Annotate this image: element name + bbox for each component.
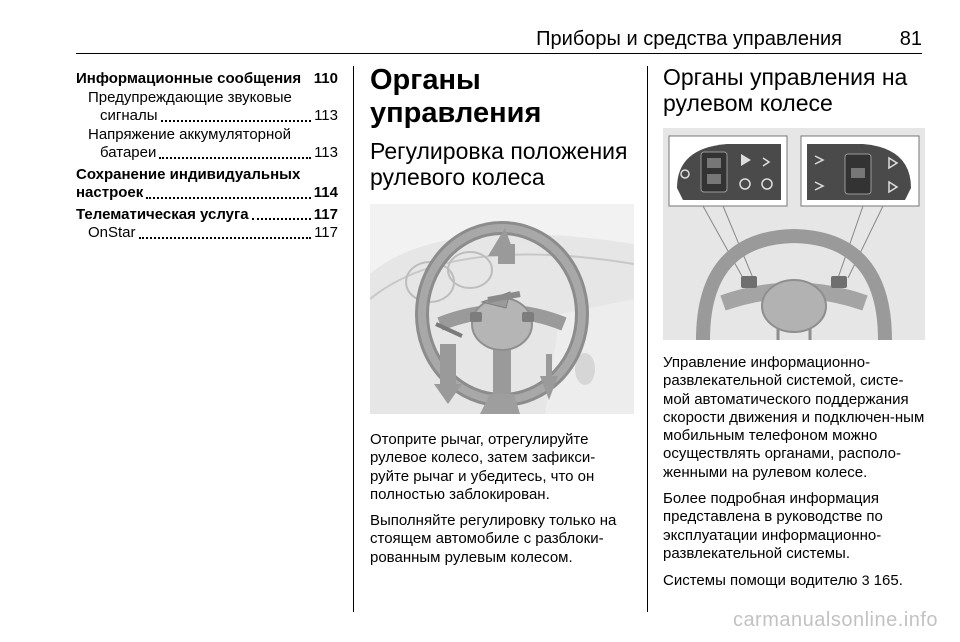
steering-buttons-illustration bbox=[663, 128, 925, 340]
subsection-title-line: рулевого колеса bbox=[370, 164, 545, 190]
toc-entry[interactable] bbox=[76, 184, 338, 203]
instruction-paragraph: Отоприте рычаг, отрегулируйте рулевое колесо, затем зафикси-руйте рычаг и убедитесь, что он полностью заблокирован. bbox=[370, 431, 596, 503]
column-steering-adjust bbox=[370, 64, 634, 575]
column-steering-controls bbox=[663, 64, 925, 599]
column-rule-left bbox=[353, 66, 354, 612]
section2-title-line: Органы управления на bbox=[663, 64, 908, 90]
toc-entry-label: OnStar bbox=[88, 224, 136, 241]
toc-entry-label: настроек bbox=[76, 184, 144, 201]
steering-controls-illustration bbox=[663, 128, 925, 340]
page-header-title: Приборы и средства управления bbox=[536, 28, 842, 50]
toc-entry-page: 113 bbox=[314, 107, 338, 124]
section-title: Органы управления bbox=[370, 64, 542, 129]
toc-entry[interactable] bbox=[76, 224, 338, 243]
toc-leader bbox=[146, 197, 311, 199]
table-of-contents bbox=[76, 70, 338, 243]
page-number: 81 bbox=[899, 28, 922, 50]
column-rule-right bbox=[647, 66, 648, 612]
toc-leader bbox=[159, 157, 311, 159]
steering-wheel-illustration bbox=[370, 204, 634, 414]
reference-page[interactable]: 165. bbox=[873, 572, 903, 590]
toc-entry-line: Сохранение индивидуальных bbox=[76, 165, 301, 183]
toc-entry[interactable] bbox=[76, 70, 338, 89]
toc-entry[interactable] bbox=[76, 206, 338, 225]
section2-title-line: рулевом колесе bbox=[663, 90, 833, 116]
header-rule bbox=[76, 53, 922, 54]
toc-entry-page: 117 bbox=[314, 224, 338, 241]
toc-entry-label: Информационные сообщения bbox=[76, 70, 302, 87]
toc-leader bbox=[139, 237, 312, 239]
toc-entry[interactable] bbox=[76, 107, 338, 126]
controls-paragraph: Управление информационно-развлекательной системой, систе-мой автоматического поддержания скорости движения и подключен-ным мобильным телефоном можно осуществлять органами, располо-женными на рулевом колесе. bbox=[663, 354, 925, 481]
page-reference-icon[interactable]: 3 bbox=[861, 572, 870, 589]
toc-entry-page: 114 bbox=[313, 184, 338, 201]
toc-entry-page: 117 bbox=[313, 205, 338, 223]
toc-entry[interactable] bbox=[76, 144, 338, 163]
toc-entry-label: Телематическая услуга bbox=[76, 205, 249, 223]
reference-text: Системы помощи водителю bbox=[663, 572, 858, 590]
toc-entry-label: сигналы bbox=[100, 107, 158, 124]
toc-leader bbox=[161, 120, 312, 122]
toc-leader bbox=[252, 218, 311, 220]
toc-entry-page: 110 bbox=[313, 70, 338, 87]
steering-adjust-illustration bbox=[370, 204, 634, 414]
watermark: carmanualsonline.info bbox=[732, 609, 938, 631]
subsection-title-line: Регулировка положения bbox=[370, 138, 628, 164]
toc-entry-line: Предупреждающие звуковые bbox=[88, 88, 292, 106]
toc-entry-label: батареи bbox=[100, 144, 157, 161]
caution-paragraph: Выполняйте регулировку только на стоящем автомобиле с разблоки-рованным рулевым колесом. bbox=[370, 512, 617, 566]
details-paragraph: Более подробная информация представлена в руководстве по эксплуатации информационно-развлекательной системы. bbox=[663, 490, 883, 562]
toc-entry-page: 113 bbox=[314, 144, 338, 161]
reference-paragraph bbox=[663, 571, 925, 590]
toc-entry-line: Напряжение аккумуляторной bbox=[88, 125, 292, 143]
